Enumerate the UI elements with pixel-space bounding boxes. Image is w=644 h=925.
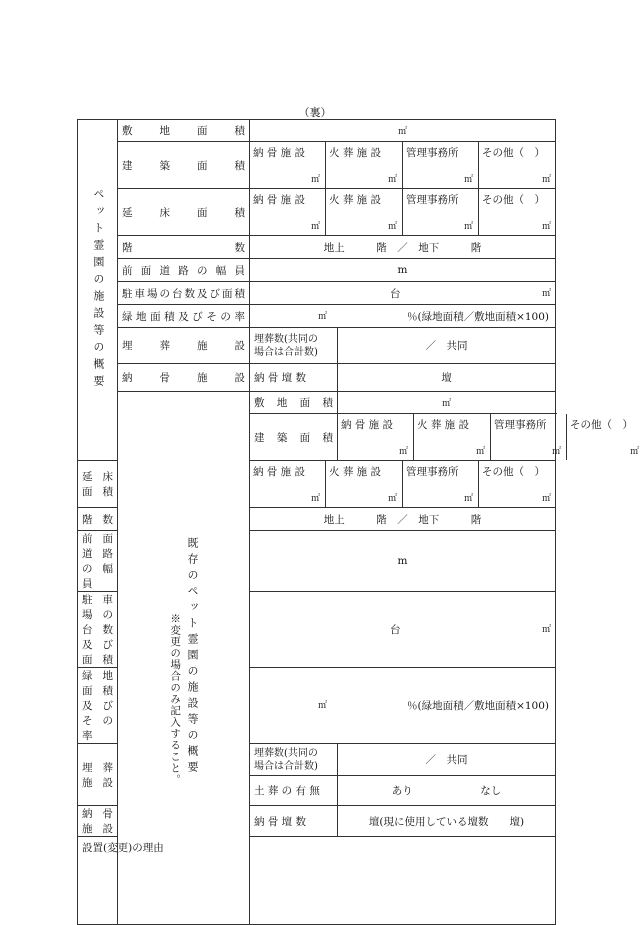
road-width-field[interactable]: m <box>250 259 556 282</box>
site-area-field[interactable]: ㎡ <box>250 120 556 142</box>
section1-title-cell <box>78 120 118 461</box>
urn2-count-label: 納 骨 壇 数 <box>250 806 338 837</box>
section2-title: 既存のペット霊園の施設等の概要 <box>186 536 199 777</box>
green-field[interactable]: ㎡ ％(緑地面積／敷地面積×100) <box>250 305 556 328</box>
label2-building-area: 建築面積 <box>250 414 338 461</box>
building-office-field[interactable]: 管理事務所 ㎡ <box>403 142 479 188</box>
row-floor-area <box>78 189 556 236</box>
label2-parking: 駐車場の台数及び面積 <box>78 592 118 668</box>
building2-other-field[interactable]: その他（ ） ㎡ <box>570 419 639 457</box>
label-floors: 階数 <box>118 236 250 259</box>
label-building-area: 建築面積 <box>118 142 250 189</box>
label-green: 緑地面積及びその率 <box>118 305 250 328</box>
floor2-crematory-field[interactable]: 火 葬 施 設 ㎡ <box>326 461 403 507</box>
floor-other-field[interactable]: その他（ ） ㎡ <box>482 194 551 232</box>
label2-site-area: 敷地面積 <box>250 392 338 414</box>
green2-field[interactable]: ㎡ ％(緑地面積／敷地面積×100) <box>250 668 556 744</box>
parking-field[interactable]: 台 ㎡ <box>250 282 556 305</box>
urn-count-label: 納 骨 壇 数 <box>250 364 338 392</box>
burial2-count-field[interactable]: ／ 共同 <box>338 744 556 776</box>
road-width2-field[interactable]: m <box>250 531 556 592</box>
label-parking: 駐車場の台数及び面積 <box>118 282 250 305</box>
building-ossuary-field[interactable]: 納 骨 施 設 ㎡ <box>250 142 326 188</box>
urn-count-field[interactable]: 壇 <box>338 364 556 392</box>
building-area2-fields <box>338 414 639 461</box>
floor2-ossuary-field[interactable]: 納 骨 施 設 ㎡ <box>250 461 326 507</box>
row2-site-area <box>78 392 556 414</box>
row-burial <box>78 328 556 364</box>
label2-road-width: 前面道路の幅員 <box>78 531 118 592</box>
burial-count-field[interactable]: ／ 共同 <box>338 328 556 364</box>
label-road-width: 前面道路の幅員 <box>118 259 250 282</box>
reason-title: 設置(変更)の理由 <box>82 842 164 854</box>
burial2-count-label: 埋葬数(共同の 場合は合計数) <box>250 744 338 776</box>
label2-burial: 埋葬施設 <box>78 744 118 806</box>
parking2-field[interactable]: 台 ㎡ <box>250 592 556 668</box>
urn2-count-field[interactable]: 壇(現に使用している壇数 壇) <box>338 806 556 837</box>
floor-area-fields <box>250 189 556 236</box>
label2-ossuary: 納骨施設 <box>78 806 118 837</box>
facility-form-table <box>77 119 639 925</box>
floor2-other-field[interactable]: その他（ ） ㎡ <box>482 466 551 504</box>
page-label: （裏） <box>298 106 332 119</box>
site-area2-field[interactable]: ㎡ <box>338 392 556 414</box>
row-site-area <box>78 120 556 142</box>
label-floor-area: 延床面積 <box>118 189 250 236</box>
earth-burial-field[interactable] <box>338 776 556 806</box>
burial-count-label: 埋葬数(共同の 場合は合計数) <box>250 328 338 364</box>
earth-burial-label: 土 葬 の 有 無 <box>250 776 338 806</box>
floor-ossuary-field[interactable]: 納 骨 施 設 ㎡ <box>250 189 326 235</box>
floors2-field[interactable]: 地上 階 ／ 地下 階 <box>250 508 556 531</box>
row-floors <box>78 236 556 259</box>
label2-green: 緑地面積及びその率 <box>78 668 118 744</box>
row-ossuary <box>78 364 556 392</box>
row-green <box>78 305 556 328</box>
reason-field[interactable] <box>78 837 556 925</box>
building2-crematory-field[interactable]: 火 葬 施 設 ㎡ <box>414 414 491 460</box>
floors-field[interactable]: 地上 階 ／ 地下 階 <box>250 236 556 259</box>
row-building-area <box>78 142 556 189</box>
row-parking <box>78 282 556 305</box>
section2-note: ※変更の場合のみ記入すること。 <box>169 612 182 786</box>
earth-burial-no[interactable]: なし <box>480 785 502 797</box>
label-burial: 埋葬施設 <box>118 328 250 364</box>
building-other-field[interactable]: その他（ ） ㎡ <box>482 147 551 185</box>
building-crematory-field[interactable]: 火 葬 施 設 ㎡ <box>326 142 403 188</box>
label-site-area: 敷地面積 <box>118 120 250 142</box>
label2-floor-area: 延床面積 <box>78 461 118 508</box>
row-reason <box>78 837 556 925</box>
row-road-width <box>78 259 556 282</box>
building2-office-field[interactable]: 管理事務所 ㎡ <box>491 414 567 460</box>
building2-ossuary-field[interactable]: 納 骨 施 設 ㎡ <box>338 414 414 460</box>
floor-office-field[interactable]: 管理事務所 ㎡ <box>403 189 479 235</box>
label-ossuary: 納骨施設 <box>118 364 250 392</box>
section1-title: ペット霊園の施設等の概要 <box>91 188 105 392</box>
label2-floors: 階数 <box>78 508 118 531</box>
floor-area2-fields <box>250 461 556 508</box>
floor-crematory-field[interactable]: 火 葬 施 設 ㎡ <box>326 189 403 235</box>
earth-burial-yes[interactable]: あり <box>391 785 413 797</box>
building-area-fields <box>250 142 556 189</box>
floor2-office-field[interactable]: 管理事務所 ㎡ <box>403 461 479 507</box>
